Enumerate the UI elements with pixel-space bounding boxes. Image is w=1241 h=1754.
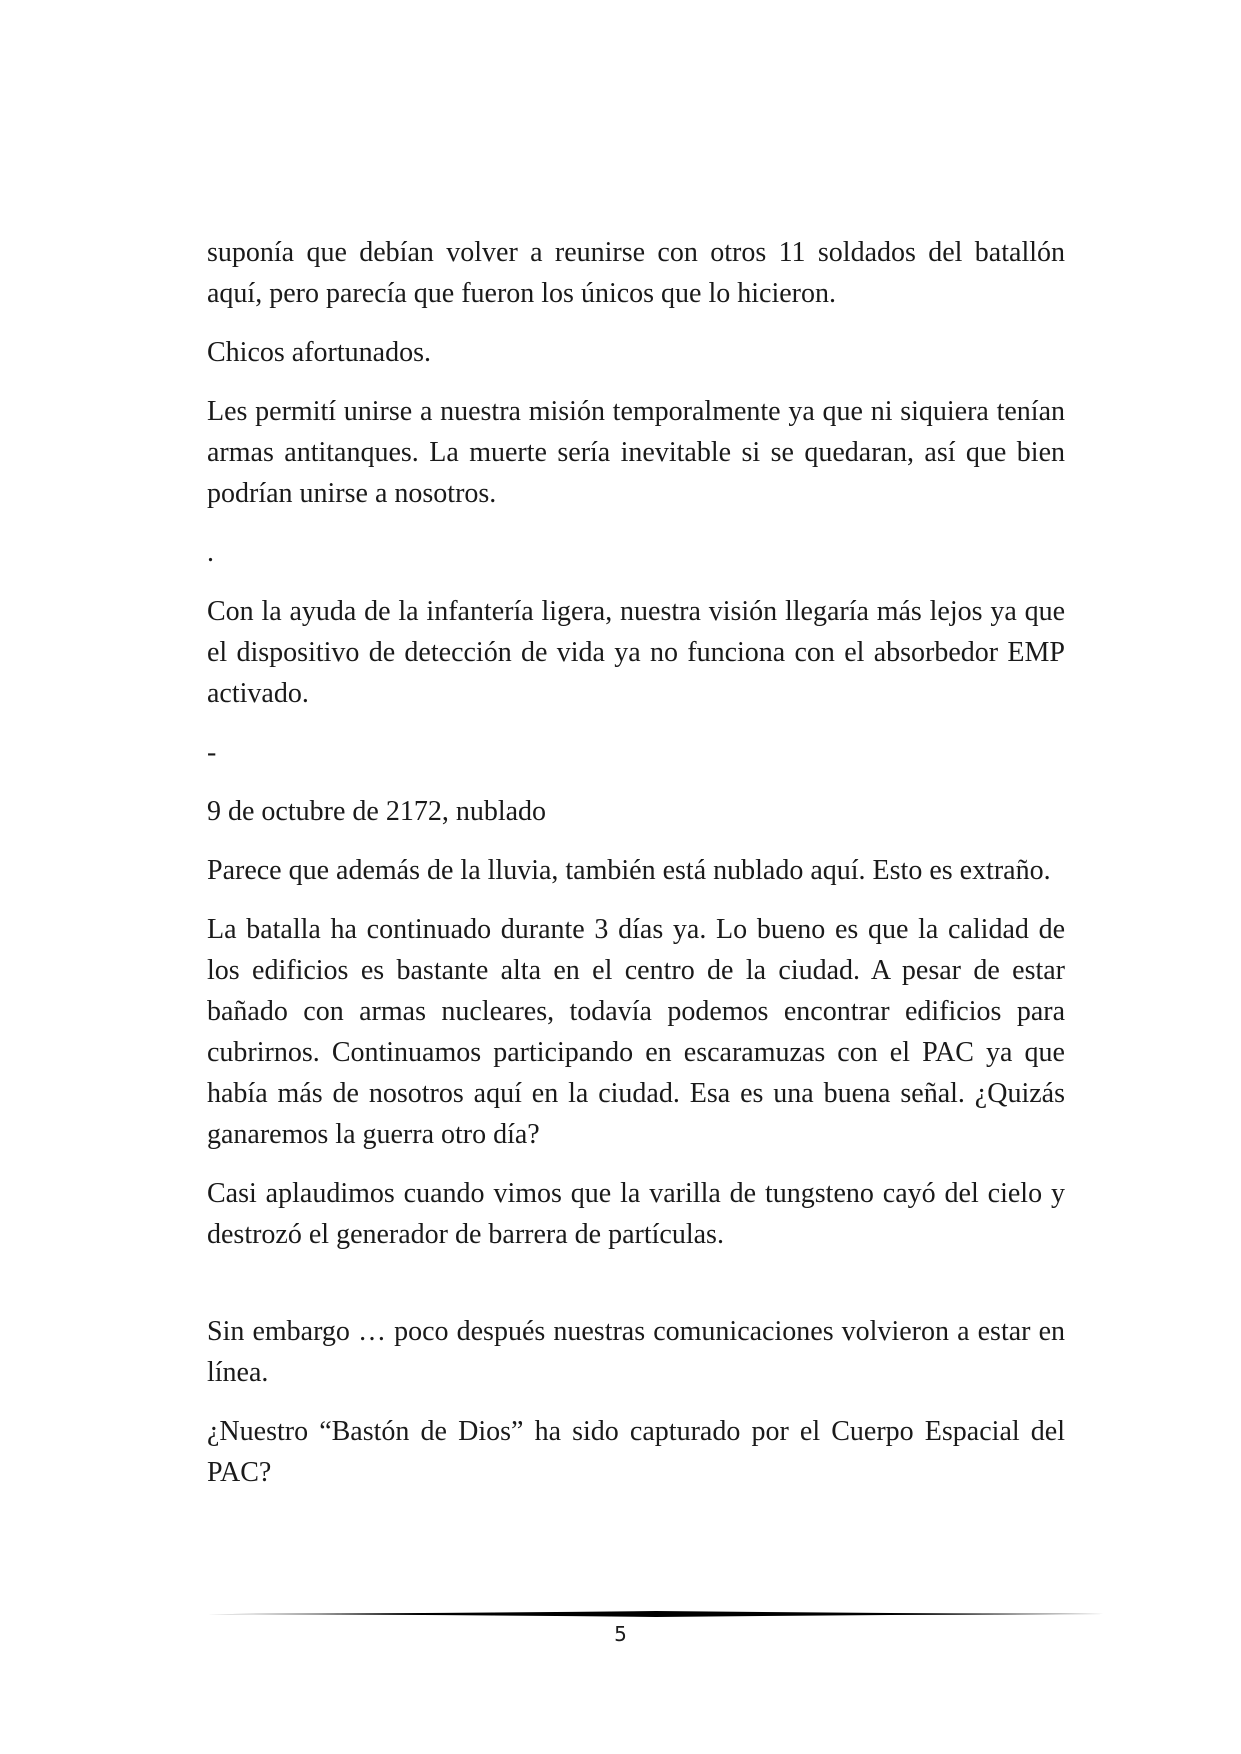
footer-divider xyxy=(207,1608,1105,1620)
paragraph-separator-dash: - xyxy=(207,737,217,768)
paragraph-separator-dot: . xyxy=(207,537,214,568)
paragraph-9: ¿Nuestro “Bastón de Dios” ha sido capturado por el Cuerpo Espacial del PAC? xyxy=(207,1416,1065,1488)
paragraph-3: Les permití unirse a nuestra misión temporalmente ya que ni siquiera tenían armas antitanques. La muerte sería inevitable si se quedaran, así que bien podrían unirse a nosotros. xyxy=(207,396,1065,509)
diary-date-heading: 9 de octubre de 2172, nublado xyxy=(207,796,547,827)
paragraph-7: Casi aplaudimos cuando vimos que la varilla de tungsteno cayó del cielo y destrozó el generador de barrera de partículas. xyxy=(207,1178,1065,1250)
paragraph-5: Parece que además de la lluvia, también está nublado aquí. Esto es extraño. xyxy=(207,855,1051,886)
paragraph-2: Chicos afortunados. xyxy=(207,337,431,368)
page-number: 5 xyxy=(614,1622,627,1646)
paragraph-4: Con la ayuda de la infantería ligera, nuestra visión llegaría más lejos ya que el dispositivo de detección de vida ya no funciona con el absorbedor EMP activado. xyxy=(207,596,1065,709)
body-text xyxy=(207,232,1065,1511)
paragraph-1: suponía que debían volver a reunirse con otros 11 soldados del batallón aquí, pero parecía que fueron los únicos que lo hicieron. xyxy=(207,237,1065,309)
paragraph-6: La batalla ha continuado durante 3 días ya. Lo bueno es que la calidad de los edificios es bastante alta en el centro de la ciudad. A pesar de estar bañado con armas nucleares, todavía podemos encontrar edificios para cubrirnos. Continuamos participando en escaramuzas con el PAC ya que había más de nosotros aquí en la ciudad. Esa es una buena señal. ¿Quizás ganaremos la guerra otro día? xyxy=(207,914,1065,1150)
paragraph-8: Sin embargo … poco después nuestras comunicaciones volvieron a estar en línea. xyxy=(207,1316,1065,1388)
